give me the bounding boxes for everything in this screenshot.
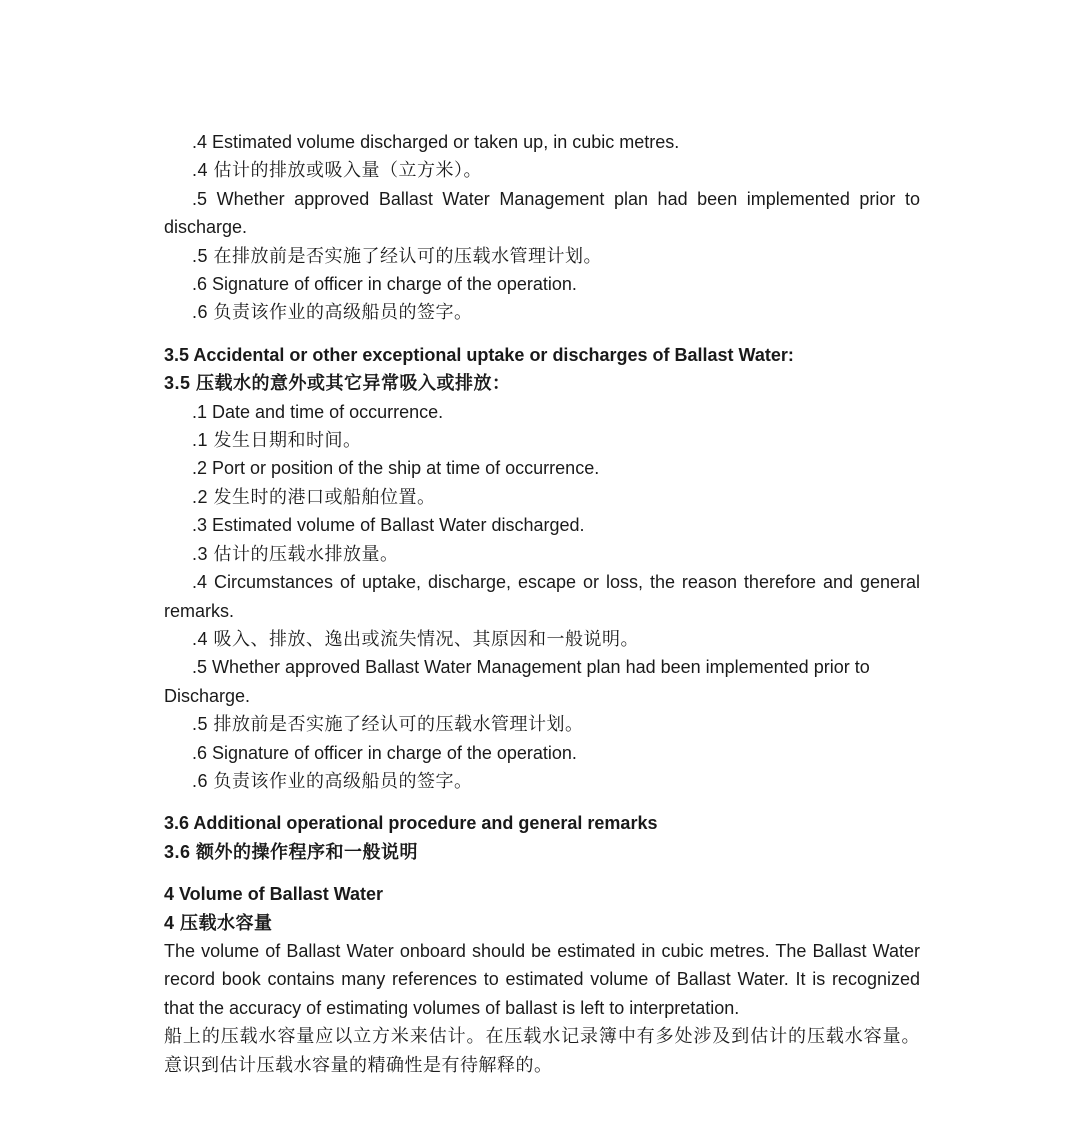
occurrence-position-en: .2 Port or position of the ship at time of occurrence. <box>192 458 600 479</box>
item-5-zh: .5 在排放前是否实施了经认可的压载水管理计划。 <box>192 245 603 266</box>
occurrence-date-zh: .1 发生日期和时间。 <box>192 430 362 451</box>
item-6-en: .6 Signature of officer in charge of the operation. <box>192 274 577 295</box>
officer-signature-zh: .6 负责该作业的高级船员的签字。 <box>192 770 473 791</box>
plan-implemented-en: .5 Whether approved Ballast Water Management plan had been implemented prior to Discharge. <box>164 657 870 706</box>
discharged-volume-zh: .3 估计的压载水排放量。 <box>192 543 399 564</box>
section-4 <box>164 880 920 1079</box>
item-4-zh: .4 估计的排放或吸入量（立方米）。 <box>192 160 483 181</box>
section-4-body-en: The volume of Ballast Water onboard should be estimated in cubic metres. The Ballast Water record book contains many references to estimated volume of Ballast Water. It is recognized that the accuracy of estimating volumes of ballast is left to interpretation. <box>164 940 920 1018</box>
section-4-heading-zh: 4 压载水容量 <box>164 912 273 933</box>
document-page <box>164 128 920 1079</box>
section-3-5 <box>164 341 920 796</box>
item-4-en: .4 Estimated volume discharged or taken up, in cubic metres. <box>192 132 680 152</box>
item-5-en: .5 Whether approved Ballast Water Management plan had been implemented prior to discharge. <box>164 188 920 238</box>
discharged-volume-en: .3 Estimated volume of Ballast Water discharged. <box>192 515 585 536</box>
section-3-6-heading-en: 3.6 Additional operational procedure and general remarks <box>164 813 658 834</box>
plan-implemented-zh: .5 排放前是否实施了经认可的压载水管理计划。 <box>192 714 584 735</box>
circumstances-zh: .4 吸入、排放、逸出或流失情况、其原因和一般说明。 <box>192 628 640 649</box>
section-3-6 <box>164 809 920 866</box>
section-4-body-zh: 船上的压载水容量应以立方米来估计。在压载水记录簿中有多处涉及到估计的压载水容量。意识到估计压载水容量的精确性是有待解释的。 <box>164 1026 920 1075</box>
occurrence-position-zh: .2 发生时的港口或船舶位置。 <box>192 486 436 507</box>
item-6-zh: .6 负责该作业的高级船员的签字。 <box>192 302 473 323</box>
circumstances-en: .4 Circumstances of uptake, discharge, escape or loss, the reason therefore and general remarks. <box>164 572 920 621</box>
section-3-5-heading-zh: 3.5 压载水的意外或其它异常吸入或排放： <box>164 373 511 394</box>
section-3-6-heading-zh: 3.6 额外的操作程序和一般说明 <box>164 841 419 862</box>
occurrence-date-en: .1 Date and time of occurrence. <box>192 401 444 422</box>
officer-signature-en: .6 Signature of officer in charge of the operation. <box>192 742 577 763</box>
section-3-5-heading-en: 3.5 Accidental or other exceptional uptake or discharges of Ballast Water: <box>164 344 794 365</box>
section-4-heading-en: 4 Volume of Ballast Water <box>164 884 384 905</box>
section-3-4-item-list <box>164 128 920 327</box>
